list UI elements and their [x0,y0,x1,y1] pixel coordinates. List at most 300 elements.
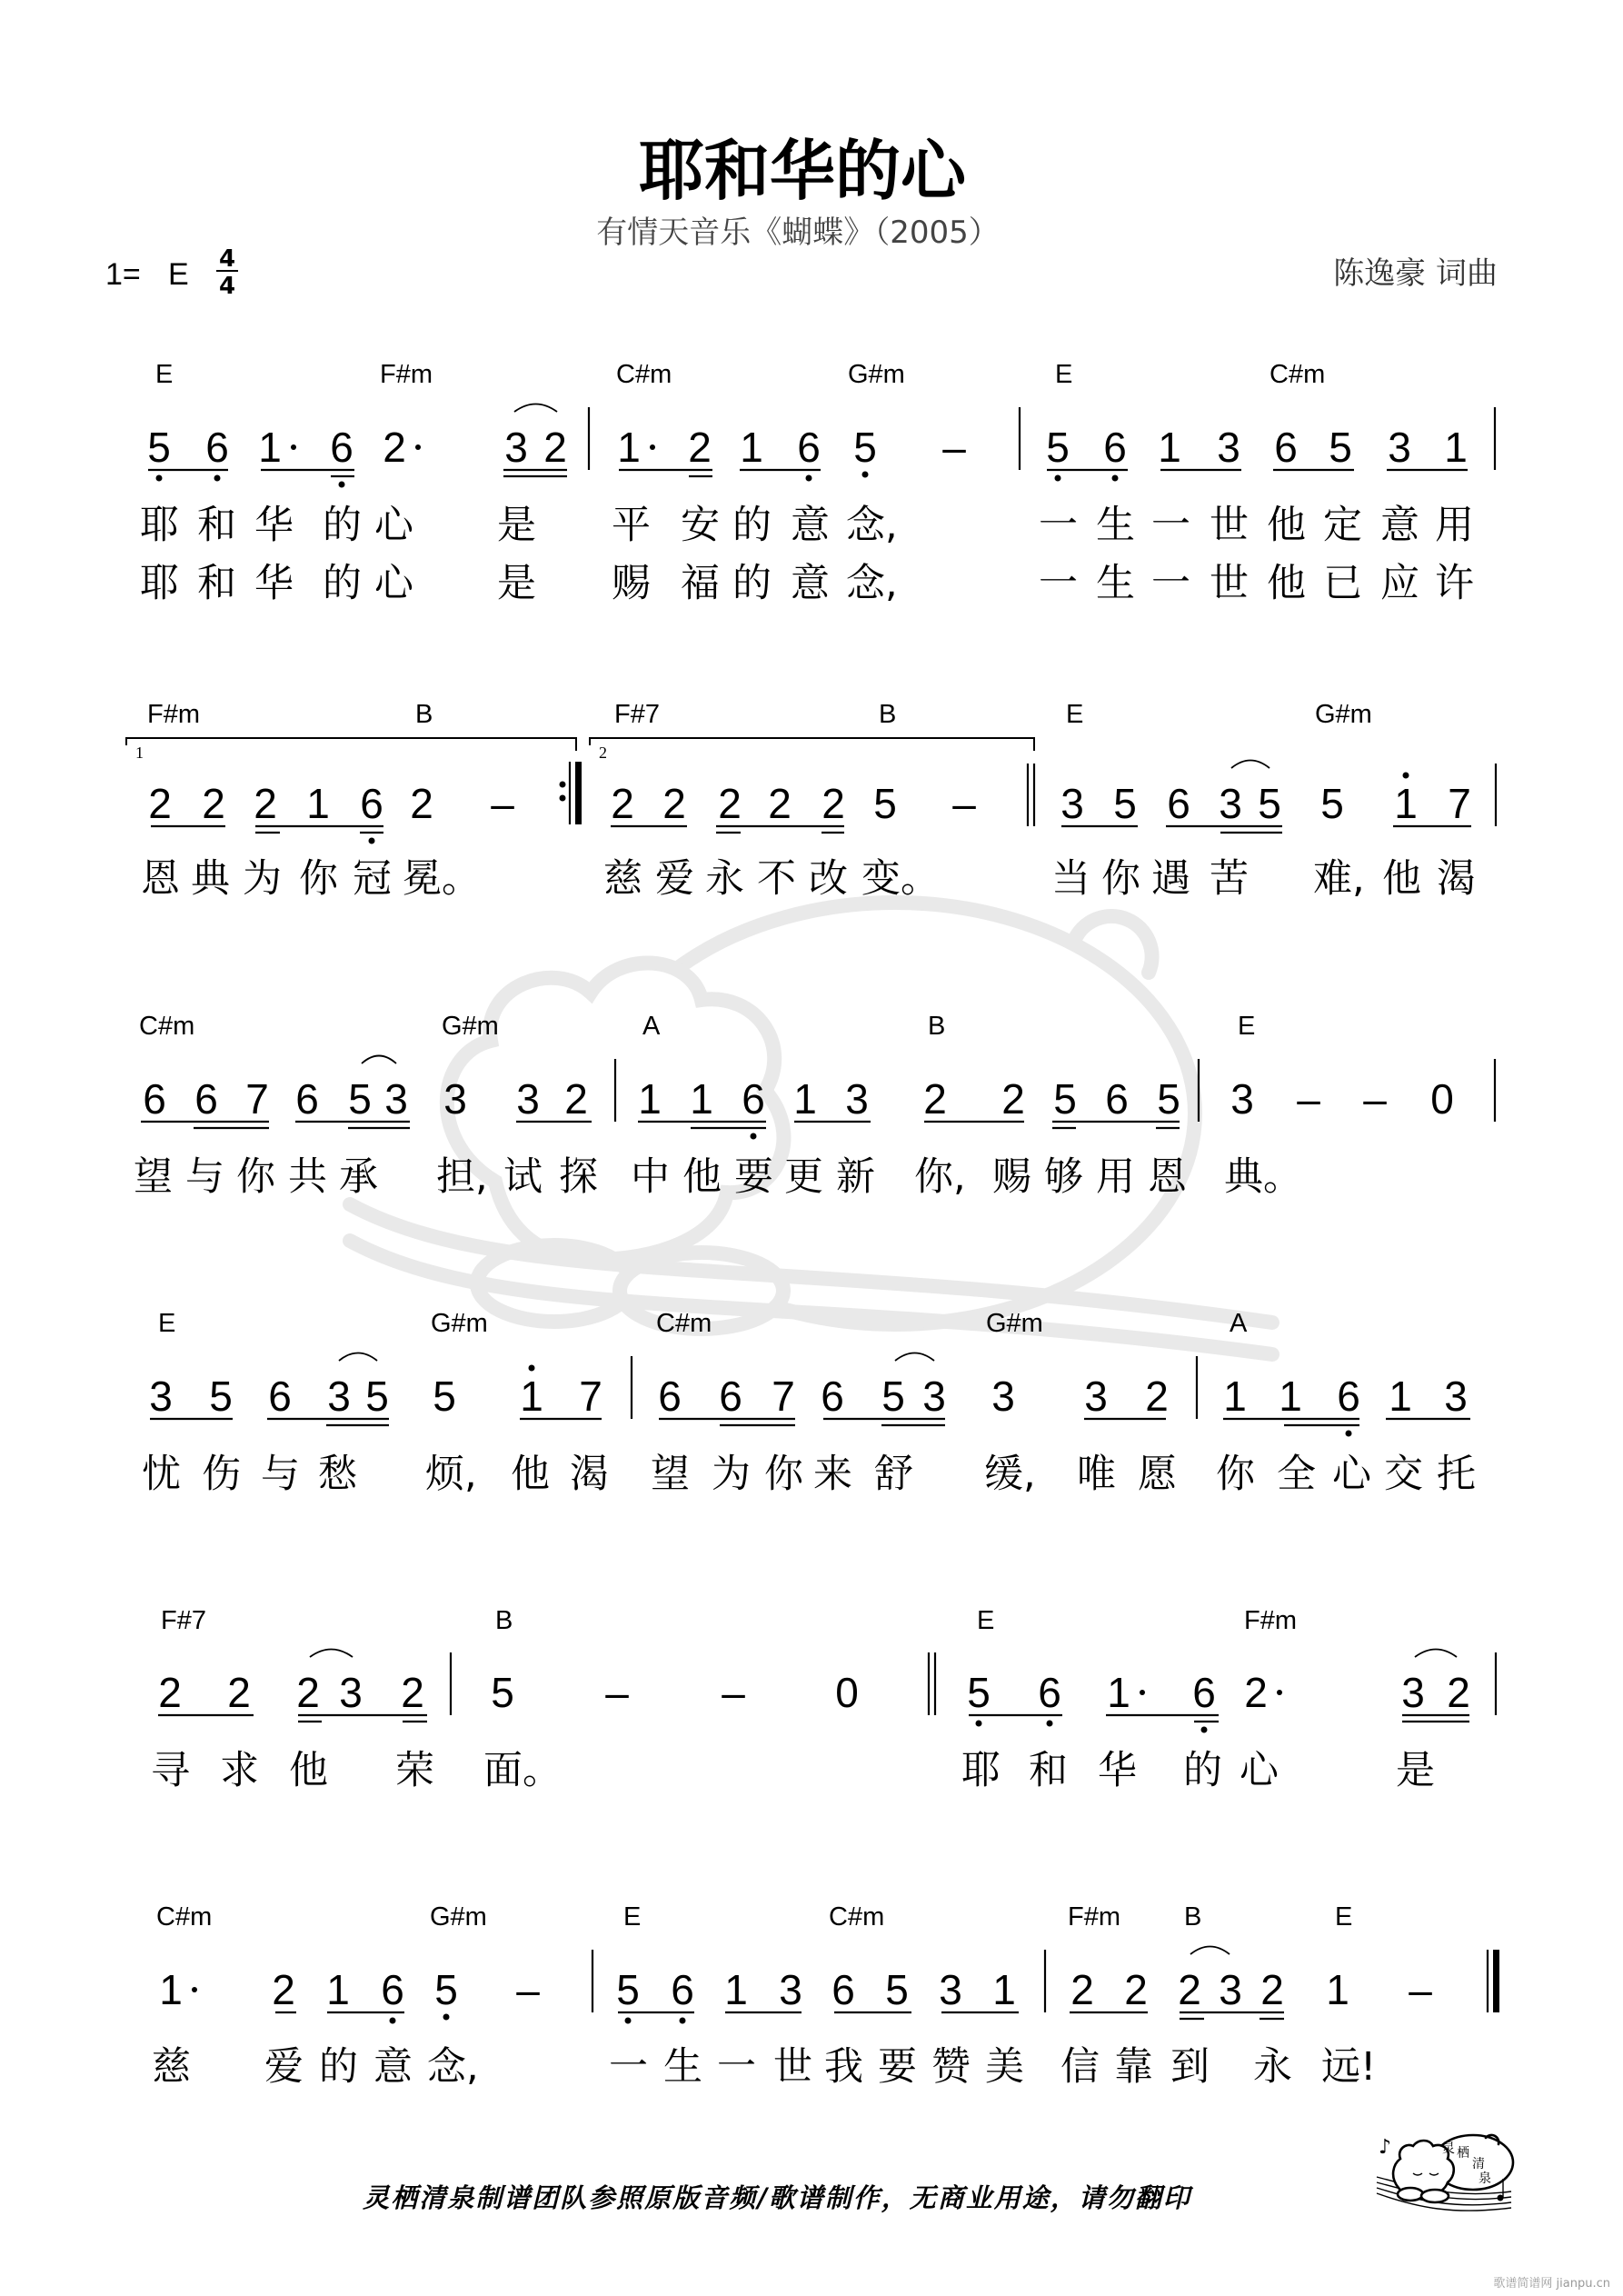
note: 7 [772,1373,795,1420]
volta-number: 1 [135,744,144,762]
lyric-syllable: 舒 [874,1452,913,1497]
chord-symbol: G#m [986,1309,1043,1338]
note: 3 [1444,1373,1468,1420]
lyric-syllable: 缓, [984,1452,1036,1497]
note: 3 [939,1966,962,2013]
lyric-syllable: 面。 [483,1748,562,1793]
lyric-syllable: 许 [1435,561,1474,606]
volta-number: 2 [599,744,607,762]
lyric-syllable: 恩 [1148,1154,1187,1200]
song-title: 耶和华的心 [638,133,967,209]
note: 6 [268,1373,292,1420]
note: 2 [1447,1669,1470,1716]
lyric-syllable: 永 [1253,2044,1292,2090]
lyric-syllable: 世 [1210,561,1249,606]
note: 2 [611,780,634,827]
lyric-syllable: 心 [374,561,413,606]
lyric-syllable: 要 [878,2044,917,2090]
lyric-syllable: 永 [705,856,744,902]
lyric-syllable: 唯 [1077,1452,1116,1497]
lyric-syllable: 探 [559,1154,598,1200]
lyric-syllable: 来 [813,1452,852,1497]
lyric-syllable: 远! [1321,2044,1377,2090]
note: 6 [381,1966,404,2013]
note: 7 [245,1075,269,1123]
lyric-syllable: 靠 [1114,2044,1153,2090]
lyric-syllable: 你 [236,1154,275,1200]
song-subtitle: 有情天音乐《蝴蝶》（2005） [596,215,1000,251]
lyric-syllable: 华 [1098,1748,1137,1793]
note: 3 [1388,424,1411,471]
chord-symbol: G#m [848,360,905,389]
augmentation-dot [291,444,296,450]
lyric-syllable: 他 [1267,561,1306,606]
composer-credit: 陈逸豪 词曲 [1333,255,1498,292]
note: 5 [1258,780,1281,827]
extension-dash: – [1409,1966,1432,2013]
chord-symbol: E [155,360,174,389]
note: 1 [159,1966,183,2013]
lyric-syllable: 寻 [151,1748,190,1793]
note: 6 [194,1075,218,1123]
extension-dash: – [1363,1075,1387,1123]
volta-bracket [126,738,576,751]
lyric-syllable: 伤 [202,1452,241,1497]
chord-symbol: C#m [139,1012,195,1041]
note: 3 [384,1075,408,1123]
note: 1 [1326,1966,1349,2013]
lyric-syllable: 为 [243,856,282,902]
note: 2 [227,1669,251,1716]
lyric-syllable: 一 [1039,503,1078,548]
lyric-syllable: 新 [836,1154,875,1200]
lyric-syllable: 和 [197,561,236,606]
lyric-syllable: 定 [1323,503,1362,548]
slur-arc [362,1056,396,1064]
note: 5 [147,424,171,471]
low-octave-dot [214,475,221,482]
note: 2 [1001,1075,1025,1123]
slur-arc [1231,761,1270,769]
note: 3 [779,1966,802,2013]
note: 2 [383,424,406,471]
slur-arc [339,1353,377,1362]
chord-symbol: E [1335,1902,1353,1932]
note: 7 [579,1373,602,1420]
note: 5 [873,780,897,827]
lyric-syllable: 是 [497,561,536,606]
score-system [142,1309,1476,1497]
chord-symbol: F#m [1244,1606,1297,1635]
note: 2 [662,780,686,827]
lyric-syllable: 荣 [395,1748,434,1793]
note: 1 [520,1373,543,1420]
lyric-syllable: 望 [134,1154,173,1200]
note: 6 [719,1373,742,1420]
chord-symbol: G#m [442,1012,499,1041]
augmentation-dot [1277,1690,1282,1695]
lyric-syllable: 到 [1170,2044,1210,2090]
lyric-syllable: 一 [717,2044,756,2090]
note: 2 [1070,1966,1094,2013]
note: 3 [845,1075,869,1123]
note: 6 [797,424,821,471]
lyric-syllable: 我 [824,2044,863,2090]
note: 1 [617,424,641,471]
note: 2 [543,424,567,471]
lyric-syllable: 福 [681,561,720,606]
note: 3 [991,1373,1015,1420]
note: 1 [258,424,282,471]
chord-symbol: A [1230,1309,1248,1338]
lyric-syllable: 承 [339,1154,378,1200]
note: 1 [1107,1669,1130,1716]
note: 2 [1178,1966,1201,2013]
lyric-syllable: 念, [427,2044,479,2090]
lyric-syllable: 赐 [992,1154,1031,1200]
lyric-syllable: 美 [985,2044,1024,2090]
note: 1 [690,1075,713,1123]
note: 3 [327,1373,351,1420]
note: 5 [853,424,877,471]
score-system [126,700,1496,902]
lyric-syllable: 愿 [1138,1452,1177,1497]
note: 5 [348,1075,372,1123]
logo-text-char: 泉 [1479,2171,1491,2186]
note: 1 [1279,1373,1302,1420]
score-system [151,1606,1496,1793]
note: 3 [339,1669,363,1716]
lyric-syllable: 信 [1060,2044,1100,2090]
lyric-syllable: 世 [1210,503,1249,548]
lyric-syllable: 不 [757,856,796,902]
chord-symbol: E [1055,360,1073,389]
note: 3 [149,1373,173,1420]
note: 3 [1230,1075,1254,1123]
lyric-syllable: 渴 [570,1452,609,1497]
extension-dash: – [516,1966,540,2013]
chord-symbol: F#m [380,360,433,389]
note: 1 [724,1966,748,2013]
augmentation-dot [1140,1690,1145,1695]
lyric-syllable: 冕。 [403,856,481,902]
note: 2 [272,1966,295,2013]
lyric-syllable: 平 [612,503,651,548]
lyric-syllable: 和 [1029,1748,1068,1793]
note: 1 [992,1966,1016,2013]
key-signature: E [168,257,189,292]
lyric-syllable: 赞 [931,2044,971,2090]
note: 5 [433,1373,456,1420]
note: 5 [1113,780,1137,827]
slur-arc [1190,1947,1230,1955]
score-systems [126,360,1499,2090]
note: 2 [410,780,433,827]
lyric-syllable: 要 [734,1154,773,1200]
slur-arc [310,1650,353,1658]
lyric-syllable: 难, [1313,856,1365,902]
lyric-syllable: 用 [1096,1154,1135,1200]
note: 6 [671,1966,694,2013]
rest: 0 [835,1669,859,1716]
logo-text-char: 清 [1472,2157,1485,2171]
lyric-syllable: 他 [682,1154,722,1200]
note: 2 [202,780,225,827]
lyric-syllable: 耶 [140,561,179,606]
final-barline-thick [1493,1950,1499,2012]
note: 6 [1105,1075,1129,1123]
low-octave-dot [443,2014,450,2021]
note: 5 [209,1373,233,1420]
chord-symbol: C#m [616,360,672,389]
lyric-syllable: 典 [191,856,230,902]
slur-arc [514,404,557,413]
chord-symbol: E [1238,1012,1256,1041]
lyric-syllable: 与 [261,1452,300,1497]
note: 3 [1217,424,1240,471]
lyric-syllable: 恩 [141,856,180,902]
key-prefix: 1= [105,257,141,292]
note: 6 [1192,1669,1216,1716]
note: 1 [326,1966,350,2013]
note: 5 [365,1373,389,1420]
score-system [152,1902,1499,2090]
lyric-syllable: 爱 [264,2044,304,2090]
lyric-syllable: 变。 [861,856,940,902]
chord-symbol: C#m [1270,360,1326,389]
lyric-syllable: 望 [651,1452,690,1497]
lyric-syllable: 安 [681,503,720,548]
lyric-syllable: 你 [764,1452,803,1497]
site-watermark: 歌谱简谱网 jianpu.cn [1493,2277,1610,2291]
note: 5 [1157,1075,1180,1123]
note: 6 [821,1373,844,1420]
note: 6 [1103,424,1127,471]
note: 7 [1448,780,1471,827]
extension-dash: – [1297,1075,1320,1123]
note: 5 [885,1966,909,2013]
low-octave-dot [1112,475,1119,482]
note: 2 [821,780,845,827]
note: 3 [504,424,528,471]
lyric-syllable: 他 [289,1748,328,1793]
time-signature-bottom: 4 [218,273,236,300]
low-octave-dot [1055,475,1061,482]
note: 1 [793,1075,817,1123]
lyric-syllable: 的 [732,561,772,606]
note: 1 [1394,780,1418,827]
lyric-syllable: 冠 [353,856,392,902]
lyric-syllable: 意 [373,2044,413,2090]
lyric-syllable: 交 [1384,1452,1423,1497]
chord-symbol: G#m [1315,700,1372,729]
repeat-dot [560,795,566,802]
lyric-syllable: 意 [1380,503,1419,548]
note: 1 [638,1075,662,1123]
lyric-syllable: 一 [1151,503,1190,548]
lyric-syllable: 愁 [318,1452,357,1497]
note: 6 [742,1075,765,1123]
chord-symbol: F#m [147,700,200,729]
note: 6 [143,1075,166,1123]
lyric-syllable: 渴 [1437,856,1476,902]
lyric-syllable: 忧 [142,1452,181,1497]
note: 6 [1337,1373,1360,1420]
lyric-syllable: 你 [1216,1452,1255,1497]
note: 1 [306,780,330,827]
chord-symbol: A [642,1012,661,1041]
logo-text-char: 灵 [1442,2141,1455,2156]
logo-foot-right [1421,2190,1449,2202]
repeat-dot [560,782,566,788]
lyric-syllable: 托 [1437,1452,1476,1497]
chord-symbol: F#m [1068,1902,1120,1932]
low-octave-dot [1201,1727,1208,1733]
lyric-syllable: 是 [497,503,536,548]
lyric-syllable: 已 [1323,561,1362,606]
chord-symbol: F#7 [161,1606,206,1635]
lyric-syllable: 心 [1240,1748,1279,1793]
low-octave-dot [339,482,345,488]
note: 1 [1158,424,1181,471]
extension-dash: – [952,780,976,827]
augmentation-dot [650,444,655,450]
lyric-syllable: 心 [374,503,413,548]
lyric-syllable: 的 [732,503,772,548]
chord-symbol: B [1184,1902,1202,1932]
note: 2 [768,780,792,827]
low-octave-dot [976,1721,982,1727]
note: 3 [1060,780,1084,827]
augmentation-dot [415,444,421,450]
lyric-syllable: 应 [1380,561,1419,606]
lyric-syllable: 更 [784,1154,823,1200]
note: 2 [158,1669,182,1716]
lyric-syllable: 慈 [152,2044,191,2090]
lyric-syllable: 全 [1277,1452,1316,1497]
chord-symbol: G#m [430,1902,487,1932]
lyric-syllable: 华 [254,561,294,606]
lyric-syllable: 够 [1044,1154,1083,1200]
note: 5 [1046,424,1070,471]
note: 2 [401,1669,424,1716]
note: 6 [330,424,353,471]
low-octave-dot [806,475,812,482]
lyric-syllable: 你, [914,1154,966,1200]
note: 1 [1389,1373,1412,1420]
chord-symbol: E [1066,700,1084,729]
lyric-syllable: 用 [1435,503,1474,548]
lyric-syllable: 意 [791,503,830,548]
chord-symbol: E [623,1902,642,1932]
lyric-syllable: 华 [254,503,294,548]
lyric-syllable: 生 [1096,503,1135,548]
lyric-syllable: 意 [791,561,830,606]
lyric-syllable: 一 [1039,561,1078,606]
time-signature-top: 4 [218,245,236,273]
extension-dash: – [722,1669,745,1716]
note: 6 [658,1373,682,1420]
score-system [140,360,1495,606]
low-octave-dot [156,475,163,482]
note: 5 [1329,424,1352,471]
lyric-syllable: 遇 [1151,856,1190,902]
logo-foot-left [1398,2188,1423,2201]
chord-symbol: B [928,1012,946,1041]
lyric-syllable: 你 [1101,856,1140,902]
note: 2 [564,1075,588,1123]
chord-symbol: B [495,1606,513,1635]
note: 6 [1274,424,1298,471]
note: 3 [1219,1966,1242,2013]
lyric-syllable: 求 [220,1748,259,1793]
note: 5 [616,1966,640,2013]
extension-dash: – [605,1669,629,1716]
chord-symbol: G#m [431,1309,488,1338]
lyric-syllable: 慈 [603,856,642,902]
note: 6 [295,1075,319,1123]
lyric-syllable: 心 [1332,1452,1371,1497]
lyric-syllable: 念, [846,503,898,548]
lyric-syllable: 改 [809,856,848,902]
lyric-syllable: 的 [1183,1748,1222,1793]
lyric-syllable: 耶 [961,1748,1001,1793]
note: 2 [1260,1966,1284,2013]
lyric-syllable: 典。 [1224,1154,1302,1200]
note: 2 [1244,1669,1268,1716]
lyric-syllable: 中 [631,1154,670,1200]
chord-symbol: B [879,700,897,729]
rest: 0 [1430,1075,1454,1123]
lyric-syllable: 当 [1051,856,1090,902]
music-note-icon: ♪ [1379,2136,1392,2159]
lyric-syllable: 爱 [655,856,694,902]
lyric-syllable: 的 [319,2044,358,2090]
lyric-syllable: 一 [1151,561,1190,606]
note: 5 [881,1373,905,1420]
chord-symbol: E [977,1606,995,1635]
lyric-syllable: 试 [503,1154,543,1200]
low-octave-dot [369,838,375,844]
note: 6 [360,780,383,827]
lyric-syllable: 他 [1267,503,1306,548]
low-octave-dot [680,2018,686,2024]
lyric-syllable: 世 [773,2044,812,2090]
lyric-syllable: 生 [1096,561,1135,606]
note: 2 [923,1075,947,1123]
note: 2 [718,780,742,827]
chord-symbol: B [415,700,433,729]
low-octave-dot [390,2018,396,2024]
note: 5 [1053,1075,1077,1123]
volta-bracket [590,738,1034,751]
lyric-syllable: 和 [197,503,236,548]
note: 3 [1084,1373,1108,1420]
high-octave-dot [1403,773,1409,779]
low-octave-dot [751,1133,757,1140]
note: 1 [740,424,763,471]
note: 6 [1167,780,1190,827]
lyric-syllable: 苦 [1210,856,1249,902]
slur-arc [895,1353,934,1362]
lyric-syllable: 担, [436,1154,488,1200]
note: 6 [205,424,229,471]
note: 2 [254,780,277,827]
note: 3 [443,1075,467,1123]
chord-symbol: C#m [156,1902,213,1932]
chord-symbol: C#m [656,1309,712,1338]
repeat-end-thick-line [575,762,582,824]
